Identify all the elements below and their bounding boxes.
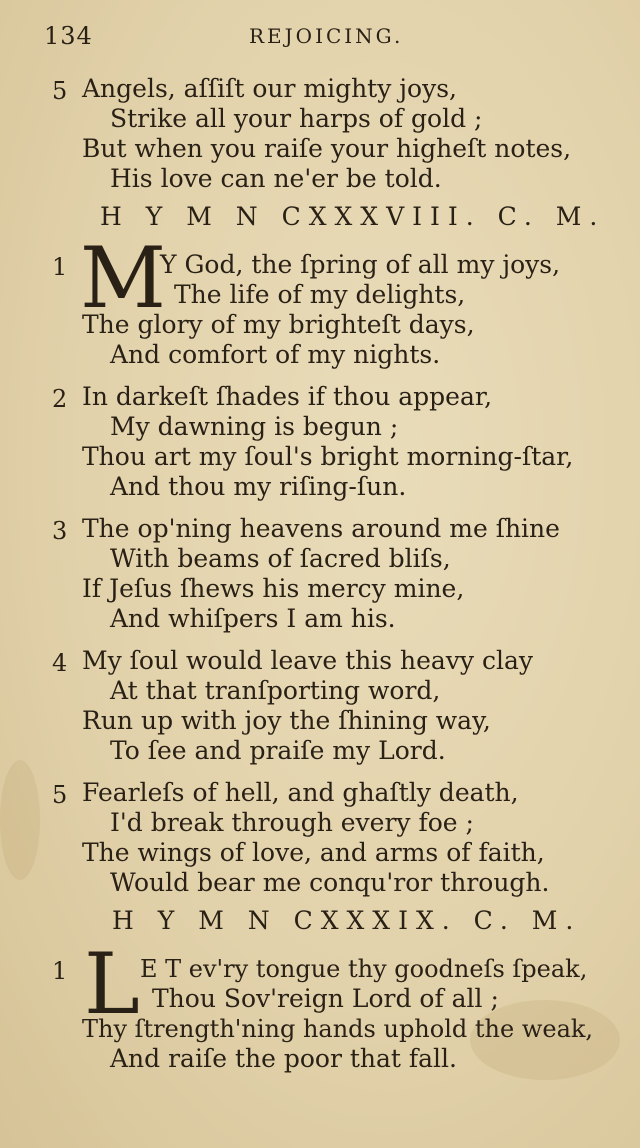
hymn-title: H Y M N CXXXVIII. C. M.: [100, 202, 606, 231]
hymn-title: H Y M N CXXXIX. C. M.: [112, 906, 582, 935]
verse-line: But when you raiſe your higheſt notes,: [82, 134, 572, 163]
verse-line: I'd break through every foe ;: [110, 808, 474, 837]
verse-line: If Jeſus ſhews his mercy mine,: [82, 574, 465, 603]
verse-line: Y God, the ſpring of all my joys,: [160, 250, 561, 279]
verse-line: Fearleſs of hell, and ghaſtly death,: [82, 778, 519, 807]
verse-line: E T ev'ry tongue thy goodneſs ſpeak,: [140, 955, 588, 983]
verse-line: Strike all your harps of gold ;: [110, 104, 483, 133]
verse-line: The life of my delights,: [174, 280, 466, 309]
verse-line: My dawning is begun ;: [110, 412, 399, 441]
drop-cap: M: [80, 229, 167, 327]
verse-line: Thy ſtrength'ning hands uphold the weak,: [82, 1015, 594, 1043]
stanza-number: 2: [52, 385, 68, 413]
verse-line: And raiſe the poor that fall.: [110, 1044, 457, 1073]
verse-line: My ſoul would leave this heavy clay: [82, 646, 534, 675]
verse-line: Would bear me conqu'ror through.: [110, 868, 550, 897]
verse-line: The glory of my brighteſt days,: [82, 310, 475, 339]
stanza-number: 5: [52, 781, 68, 809]
verse-line: And thou my riſing-ſun.: [110, 472, 407, 501]
verse-line: Angels, aſſiſt our mighty joys,: [82, 74, 457, 103]
stanza-number: 4: [52, 649, 68, 677]
drop-cap: L: [84, 935, 140, 1033]
stanza-number: 1: [52, 253, 68, 281]
verse-line: With beams of ſacred bliſs,: [110, 544, 451, 573]
verse-line: And whiſpers I am his.: [110, 604, 396, 633]
verse-line: And comfort of my nights.: [110, 340, 441, 369]
paper-stain: [0, 760, 40, 880]
page-number: 134: [44, 22, 93, 50]
page-header: [44, 22, 604, 52]
verse-line: Thou Sov'reign Lord of all ;: [152, 984, 499, 1013]
stanza-number: 5: [52, 77, 68, 105]
verse-line: Thou art my ſoul's bright morning-ſtar,: [82, 442, 574, 471]
verse-line: The wings of love, and arms of faith,: [82, 838, 545, 867]
stanza-number: 1: [52, 957, 68, 985]
verse-line: Run up with joy the ſhining way,: [82, 706, 491, 735]
stanza-number: 3: [52, 517, 68, 545]
verse-line: At that tranſporting word,: [110, 676, 441, 705]
verse-line: The op'ning heavens around me ſhine: [82, 514, 560, 543]
verse-line: To ſee and praiſe my Lord.: [110, 736, 446, 765]
running-head: REJOICING.: [249, 24, 404, 48]
verse-line: His love can ne'er be told.: [110, 164, 442, 193]
verse-line: In darkeſt ſhades if thou appear,: [82, 382, 493, 411]
